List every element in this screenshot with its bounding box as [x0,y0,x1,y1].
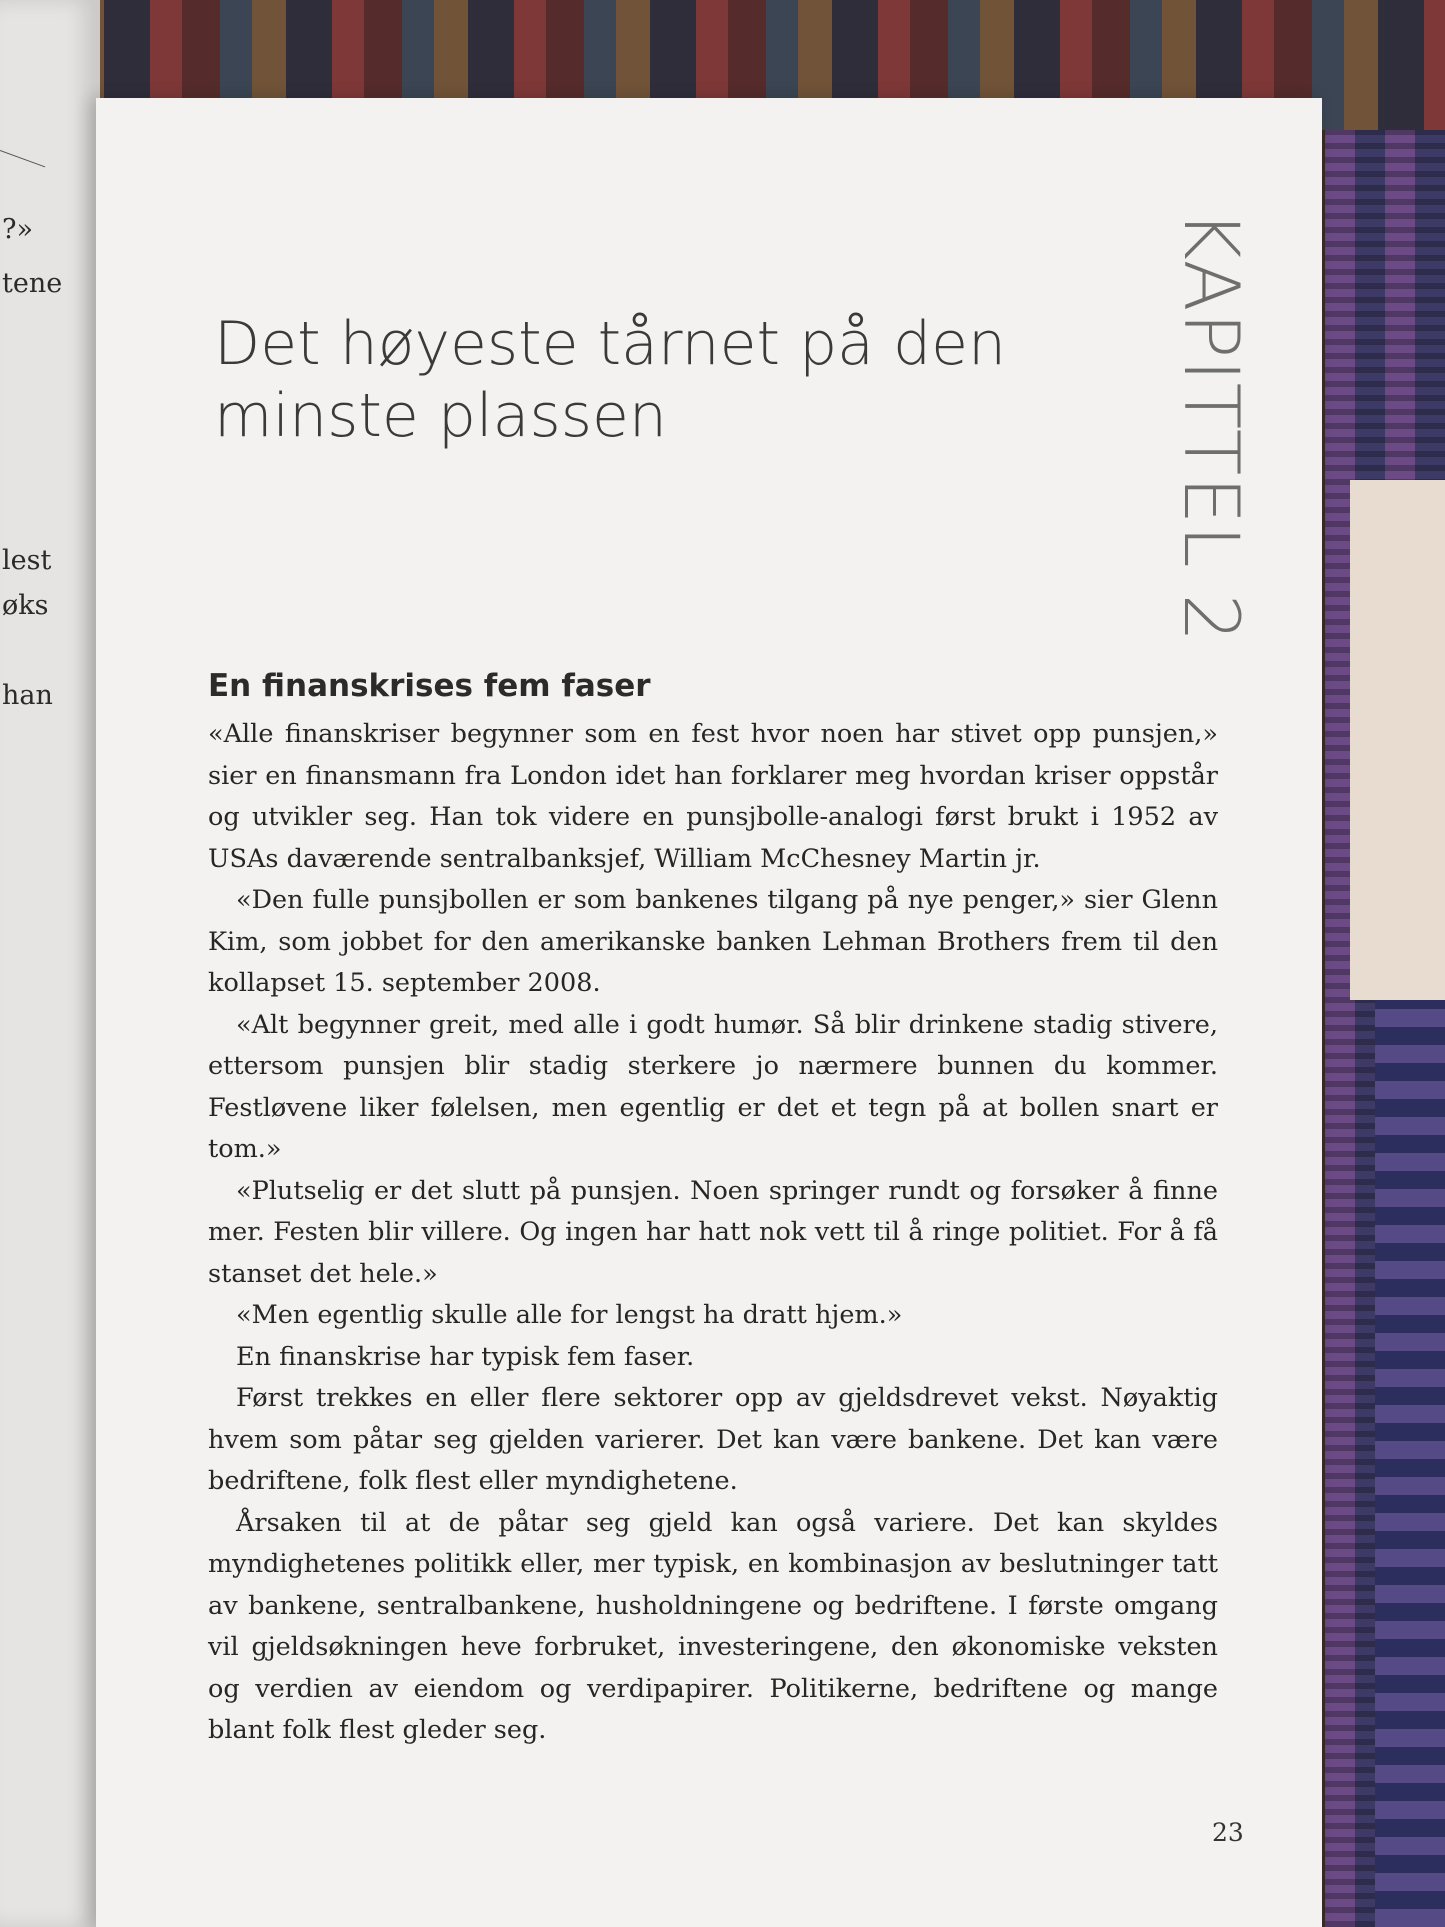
chapter-title-line: minste plassen [214,381,667,451]
left-page-fragment: lest [2,545,52,576]
left-page [0,0,100,1927]
body-text [208,714,1218,1752]
left-page-fragment: øks [2,590,49,621]
chapter-title [214,308,1014,452]
paragraph: «Alle finanskriser begynner som en fest hvor noen har stivet opp punsjen,» sier en finansmann fra London idet han forklarer meg hvordan kriser oppstår og utvikler seg. Han tok videre en punsjbolle-analogi først brukt i 1952 av USAs daværende sentralbanksjef, William McChesney Martin jr. [208,719,1218,874]
left-page-rule [0,150,45,167]
left-page-fragment: han [2,680,53,711]
chapter-title-line: Det høyeste tårnet på den [214,309,1007,379]
chapter-label: KAPITTEL 2 [1167,210,1256,644]
table-surface-background [1350,480,1445,1000]
paragraph: «Alt begynner greit, med alle i godt humør. Så blir drinkene stadig stivere, ettersom punsjen blir stadig sterkere jo nærmere bunnen du kommer. Festløvene liker følelsen, men egentlig er det et tegn på at bollen snart er tom.» [208,1009,1218,1164]
left-page-fragment: ?» [2,214,33,245]
left-page-fragment: tene [2,268,63,299]
paragraph: Årsaken til at de påtar seg gjeld kan også variere. Det kan skyldes myndighetenes politikk eller, mer typisk, en kombinasjon av beslutninger tatt av bankene, sentralbankene, husholdningene og bedriftene. I første omgang vil gjeldsøkningen heve forbruket, investeringene, den økonomiske veksten og verdien av eiendom og verdipapirer. Politikerne, bedriftene og mange blant folk flest gleder seg. [208,1507,1218,1745]
book-page [96,98,1322,1927]
table-cloth-strip [1375,1000,1445,1927]
paragraph: «Plutselig er det slutt på punsjen. Noen springer rundt og forsøker å finne mer. Festen blir villere. Og ingen har hatt nok vett til å ringe politiet. For å få stanset det hele.» [208,1175,1218,1289]
paragraph: En finanskrise har typisk fem faser. [236,1341,695,1372]
paragraph: «Den fulle punsjbollen er som bankenes tilgang på nye penger,» sier Glenn Kim, som jobbet for den amerikanske banken Lehman Brothers frem til den kollapset 15. september 2008. [208,885,1218,998]
paragraph: Først trekkes en eller flere sektorer opp av gjeldsdrevet vekst. Nøyaktig hvem som påtar seg gjelden varierer. Det kan være bankene. Det kan være bedriftene, folk flest eller myndighetene. [208,1383,1218,1496]
paragraph: «Men egentlig skulle alle for lengst ha dratt hjem.» [236,1300,903,1330]
section-heading: En finanskrises fem faser [208,668,651,704]
page-number: 23 [1212,1818,1244,1847]
